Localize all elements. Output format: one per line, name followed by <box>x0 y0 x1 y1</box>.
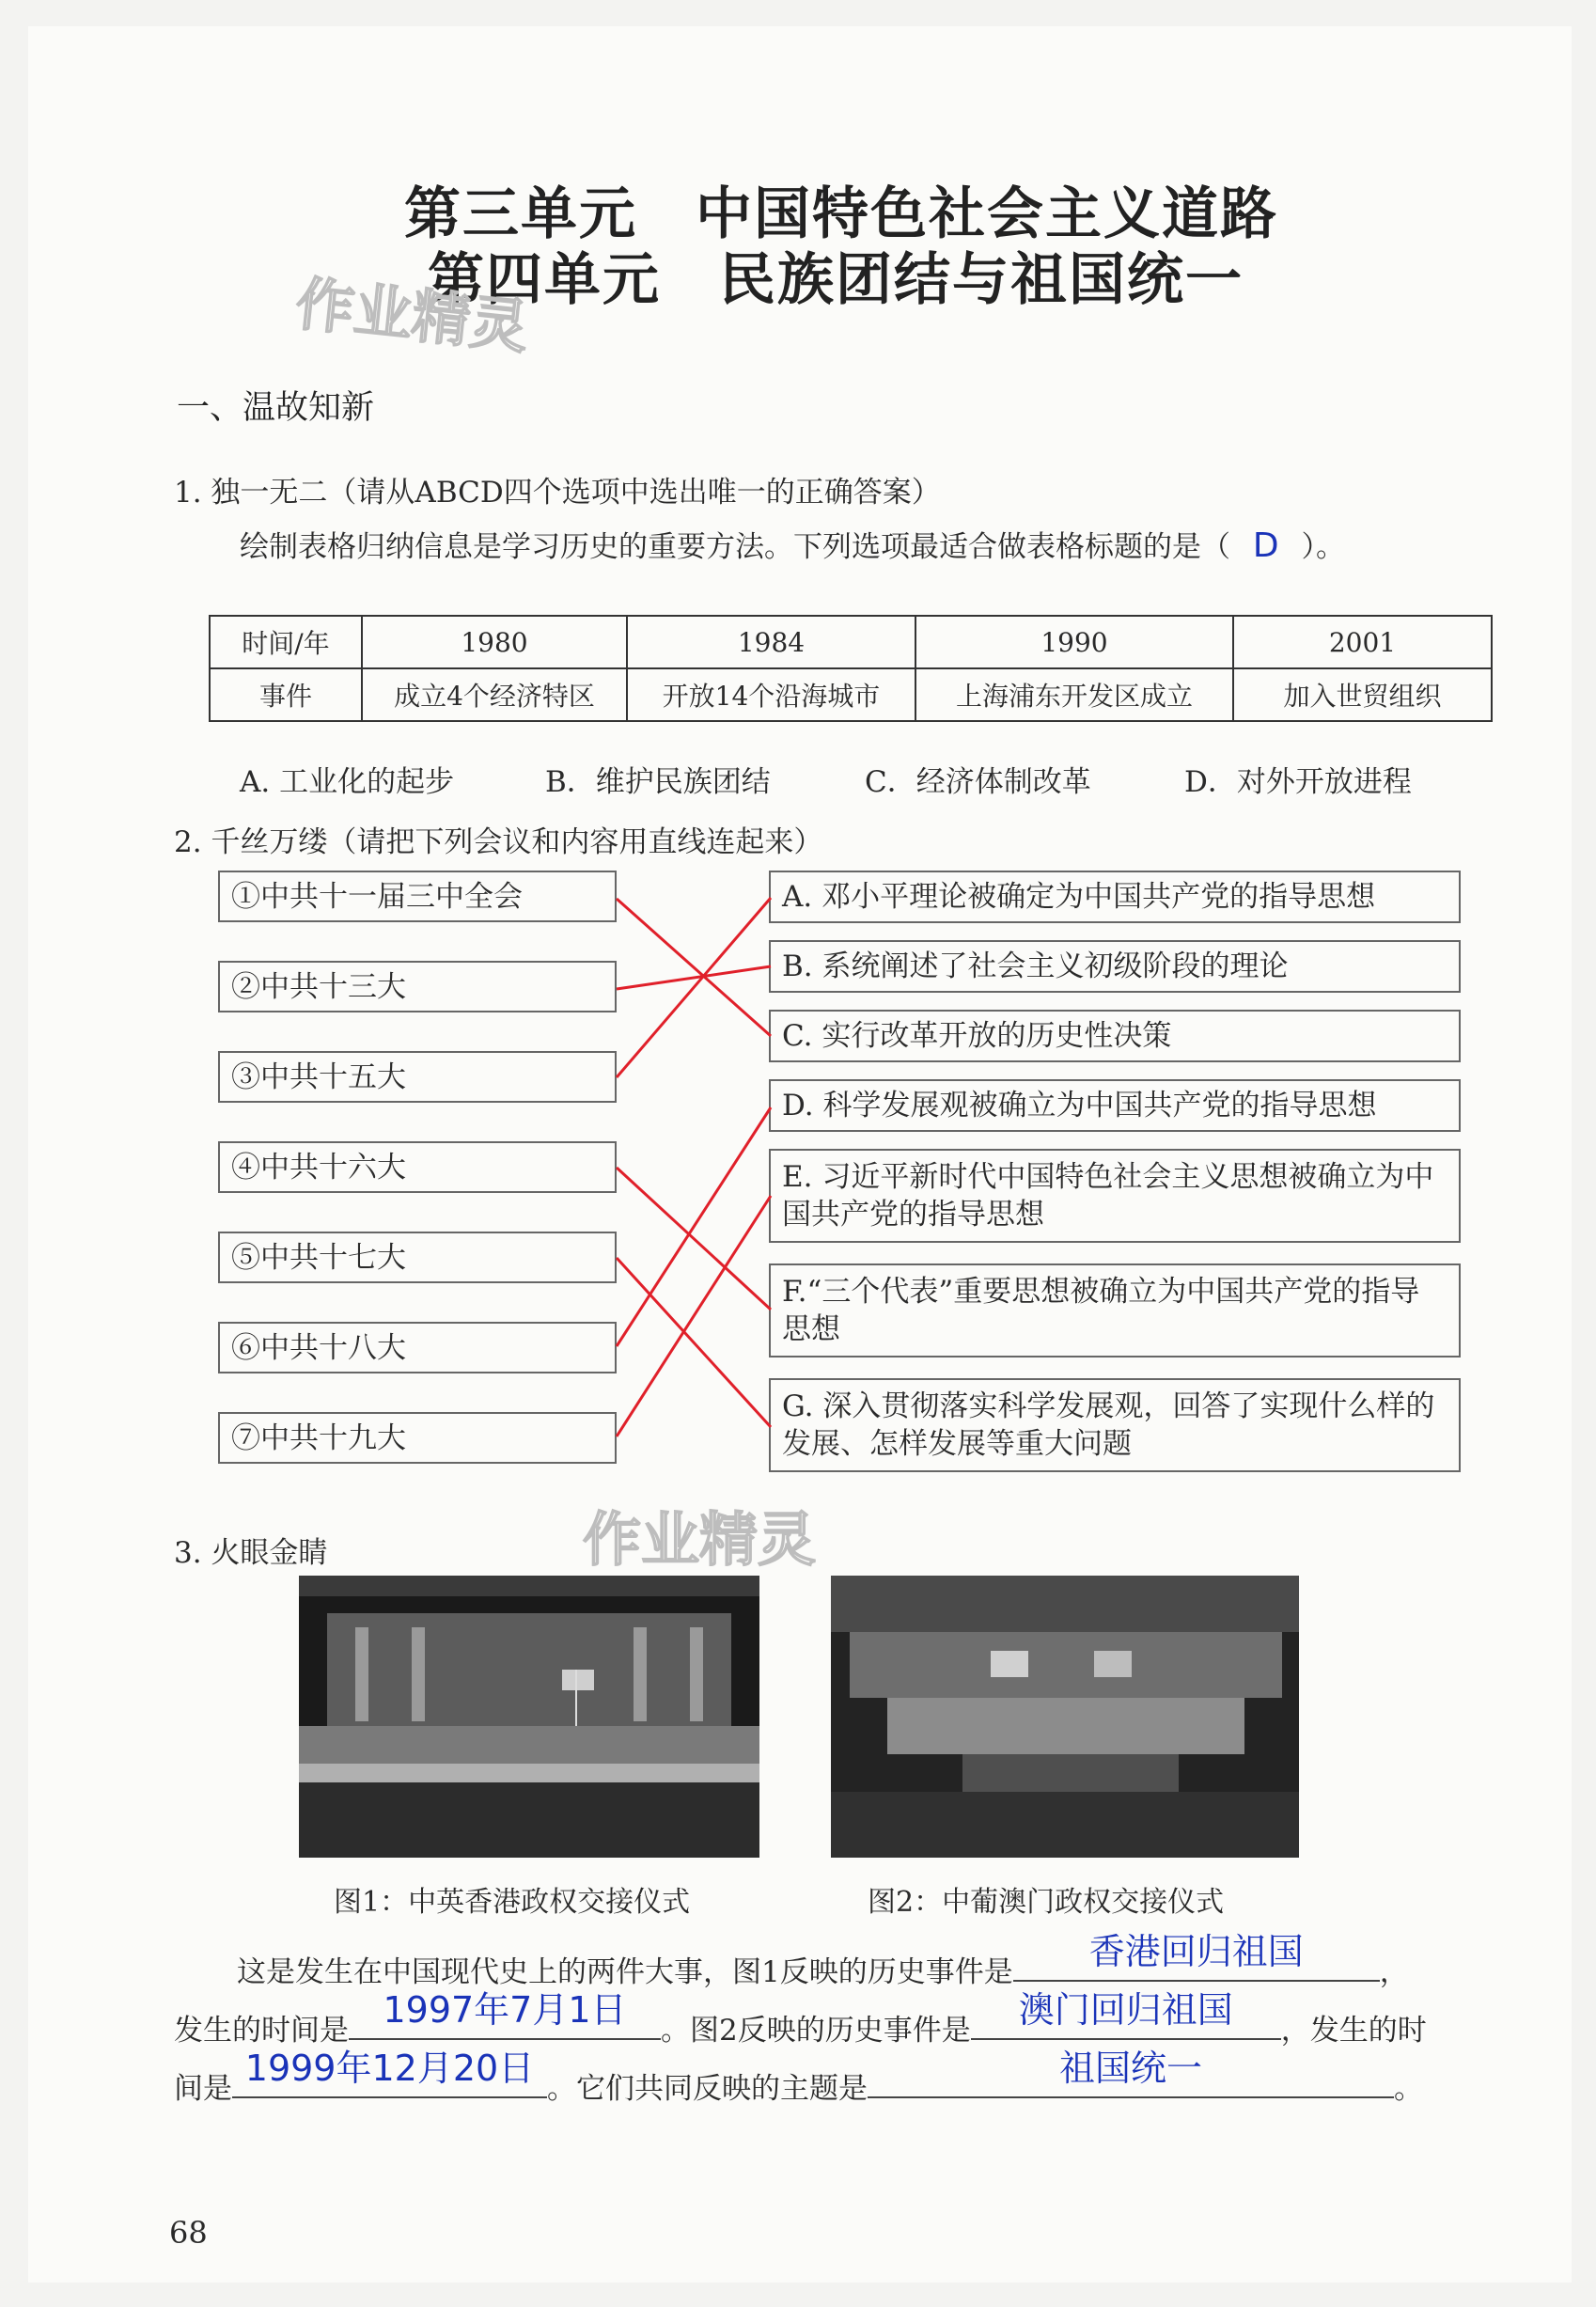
answer-macau-date: 1999年12月20日 <box>244 2048 535 2089</box>
q3-text: 。 <box>1394 2072 1423 2106</box>
content-box: F.“三个代表”重要思想被确立为中国共产党的指导思想 <box>769 1263 1461 1358</box>
table-year: 1984 <box>627 616 915 668</box>
answer-blank <box>1013 1931 1380 1982</box>
unit-title-line1: 第三单元 中国特色社会主义道路 <box>404 181 1278 247</box>
q3-line3 <box>174 2048 1423 2107</box>
meeting-box: ④中共十六大 <box>218 1141 617 1193</box>
answer-hk-date: 1997年7月1日 <box>383 1989 627 2031</box>
watermark: 作业精灵 <box>292 269 532 362</box>
q1-stem-text: 绘制表格归纳信息是学习历史的重要方法。下列选项最适合做表格标题的是（ <box>240 530 1230 564</box>
unit-title-line2: 第四单元 民族团结与祖国统一 <box>428 247 1244 313</box>
table-header-label: 时间/年 <box>210 616 362 668</box>
caption-figure-1: 图1：中英香港政权交接仪式 <box>334 1886 691 1919</box>
answer-blank <box>232 2048 547 2098</box>
meeting-box: ③中共十五大 <box>218 1051 617 1103</box>
q3-text: 。它们共同反映的主题是 <box>547 2072 868 2106</box>
content-box: D. 科学发展观被确立为中国共产党的指导思想 <box>769 1079 1461 1132</box>
answer-blank <box>349 1989 661 2040</box>
q3-text: ，发生的时 <box>1280 2014 1427 2048</box>
ceremony-image-1 <box>299 1576 759 1858</box>
page-number: 68 <box>169 2215 208 2251</box>
q3-text: 。图2反映的历史事件是 <box>661 2014 971 2048</box>
meeting-box: ⑤中共十七大 <box>218 1232 617 1283</box>
content-box: A. 邓小平理论被确定为中国共产党的指导思想 <box>769 871 1461 923</box>
section-heading: 一、温故知新 <box>177 389 375 427</box>
q2-label: 2. 千丝万缕（请把下列会议和内容用直线连起来） <box>174 825 823 859</box>
q1-option-c: C．经济体制改革 <box>865 765 1091 799</box>
ceremony-image-2 <box>831 1576 1299 1858</box>
table-event: 上海浦东开发区成立 <box>915 668 1233 721</box>
table-year: 1980 <box>362 616 627 668</box>
q1-option-d: D．对外开放进程 <box>1184 765 1412 799</box>
connection-line <box>617 898 771 1077</box>
answer-theme: 祖国统一 <box>1058 2048 1202 2089</box>
q3-text: 发生的时间是 <box>174 2014 349 2048</box>
connection-line <box>617 1107 771 1346</box>
content-box: G. 深入贯彻落实科学发展观，回答了实现什么样的发展、怎样发展等重大问题 <box>769 1378 1461 1472</box>
q1-stem-end: ）。 <box>1301 530 1345 564</box>
q1-answer: D <box>1252 526 1279 565</box>
photo-hongkong-ceremony <box>299 1576 759 1858</box>
q3-label: 3. 火眼金睛 <box>174 1536 328 1570</box>
answer-blank <box>868 2048 1394 2098</box>
meeting-box: ①中共十一届三中全会 <box>218 871 617 922</box>
answer-macau: 澳门回归祖国 <box>1018 1989 1233 2031</box>
answer-hk: 香港回归祖国 <box>1088 1931 1304 1972</box>
content-box: E. 习近平新时代中国特色社会主义思想被确立为中国共产党的指导思想 <box>769 1149 1461 1243</box>
q3-text: ， <box>1379 1955 1409 1989</box>
workbook-page <box>28 26 1572 2283</box>
table-row-label: 事件 <box>210 668 362 721</box>
q3-text: 这是发生在中国现代史上的两件大事，图1反映的历史事件是 <box>237 1955 1013 1989</box>
content-box: B. 系统阐述了社会主义初级阶段的理论 <box>769 940 1461 993</box>
table-event: 成立4个经济特区 <box>362 668 627 721</box>
q1-option-b: B．维护民族团结 <box>545 765 771 799</box>
caption-figure-2: 图2：中葡澳门政权交接仪式 <box>868 1886 1225 1919</box>
photo-macau-ceremony <box>831 1576 1299 1858</box>
table-year: 2001 <box>1233 616 1492 668</box>
watermark: 作业精灵 <box>583 1505 817 1574</box>
answer-blank <box>971 1989 1281 2040</box>
q3-text: 间是 <box>174 2072 232 2106</box>
connection-line <box>617 1168 771 1310</box>
connection-line <box>617 899 771 1036</box>
meeting-box: ②中共十三大 <box>218 961 617 1012</box>
q1-option-a: A. 工业化的起步 <box>240 765 455 799</box>
table-event: 加入世贸组织 <box>1233 668 1492 721</box>
meeting-box: ⑦中共十九大 <box>218 1412 617 1464</box>
table-event: 开放14个沿海城市 <box>627 668 915 721</box>
q1-label: 1. 独一无二（请从ABCD四个选项中选出唯一的正确答案） <box>174 476 941 510</box>
content-box: C. 实行改革开放的历史性决策 <box>769 1010 1461 1062</box>
meeting-box: ⑥中共十八大 <box>218 1322 617 1373</box>
table-year: 1990 <box>915 616 1233 668</box>
